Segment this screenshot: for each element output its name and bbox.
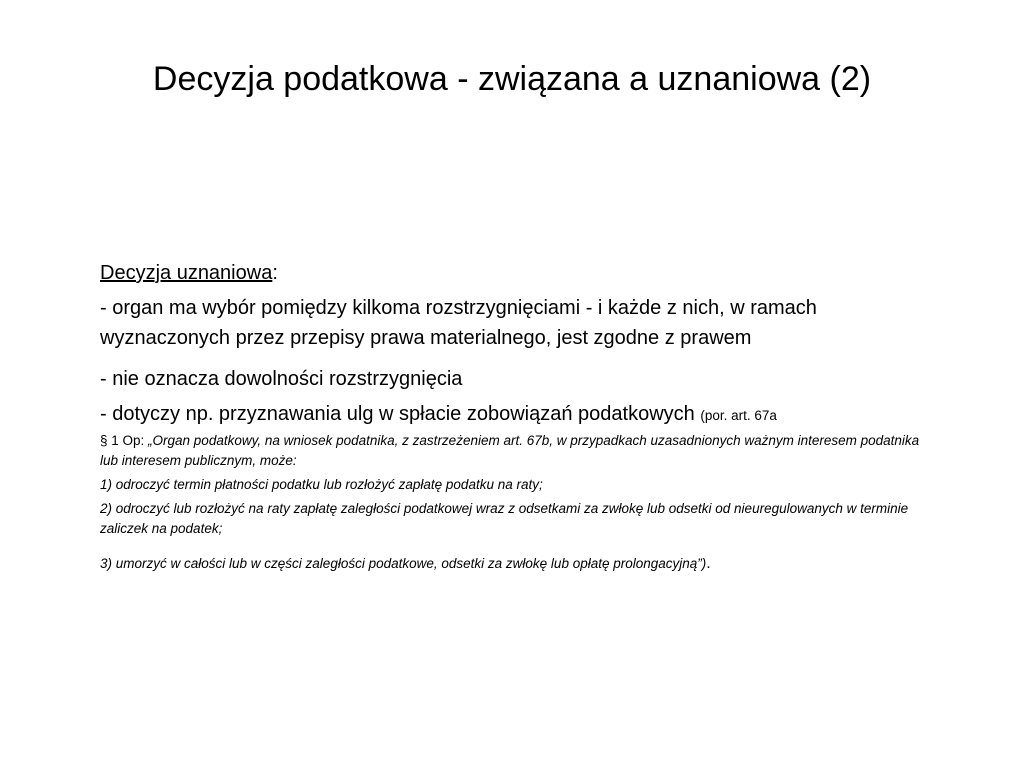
slide-body [100,258,940,574]
point-not-arbitrary: - nie oznacza dowolności rozstrzygnięcia [100,368,463,390]
slide-title: Decyzja podatkowa - związana a uznaniowa (2) [152,60,872,98]
statute-end-mark: . [706,555,711,572]
point-example-reference: (por. art. 67a [700,408,777,423]
statute-item-3 [100,554,940,574]
statute-quote-text: „Organ podatkowy, na wniosek podatnika, z zastrzeżeniem art. 67b, w przypadkach uzasadnionych ważnym interesem podatnika lub interesem publicznym, może: [100,433,920,468]
point-choice: - organ ma wybór pomiędzy kilkoma rozstrzygnięciami - i każde z nich, w ramach wyznaczonych przez przepisy prawa materialnego, jest zgodne z prawem [100,297,817,349]
definition-colon: : [272,262,278,284]
definition-term: Decyzja uznaniowa [100,262,273,284]
definition-heading [100,258,940,288]
statute-item-1: 1) odroczyć termin płatności podatku lub rozłożyć zapłatę podatku na raty; [100,477,543,492]
statute-item-3-text: 3) umorzyć w całości lub w części zaległości podatkowe, odsetki za zwłokę lub opłatę prolongacyjną”) [100,556,707,571]
statute-item-2: 2) odroczyć lub rozłożyć na raty zapłatę zaległości podatkowej wraz z odsetkami za zwłokę lub odsetki od nieuregulowanych w terminie zaliczek na podatek; [100,501,909,536]
point-example-text: - dotyczy np. przyznawania ulg w spłacie zobowiązań podatkowych [100,403,695,425]
statute-quote-lead: § 1 Op: [100,433,149,448]
point-example [100,399,940,431]
statute-quote [100,431,940,471]
